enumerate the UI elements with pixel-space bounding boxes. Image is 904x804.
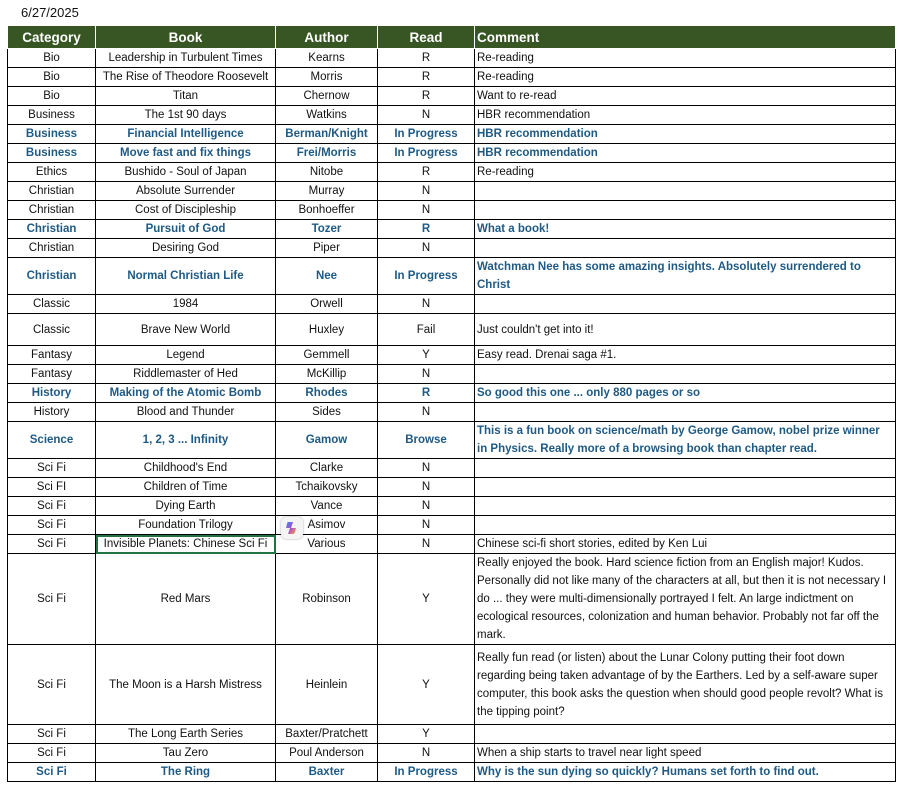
header-row [8, 26, 896, 49]
cell-author[interactable]: Orwell [276, 295, 378, 314]
table-row [8, 365, 896, 384]
cell-read[interactable]: N [378, 106, 475, 125]
cell-comment[interactable]: So good this one ... only 880 pages or so [475, 384, 896, 403]
cell-category[interactable]: Sci Fi [8, 554, 96, 645]
cell-author[interactable]: Tozer [276, 220, 378, 239]
cell-book[interactable]: 1, 2, 3 ... Infinity [96, 422, 276, 459]
cell-book[interactable]: 1984 [96, 295, 276, 314]
cell-read[interactable]: R [378, 220, 475, 239]
table-row [8, 516, 896, 535]
cell-read[interactable]: N [378, 365, 475, 384]
cell-book[interactable]: Normal Christian Life [96, 258, 276, 295]
cell-read[interactable]: R [378, 68, 475, 87]
header-comment[interactable]: Comment [475, 26, 896, 49]
cell-category[interactable]: Business [8, 125, 96, 144]
cell-comment[interactable] [475, 239, 896, 258]
cell-author[interactable]: Tchaikovsky [276, 478, 378, 497]
cell-book[interactable]: Making of the Atomic Bomb [96, 384, 276, 403]
cell-category[interactable]: Sci FI [8, 478, 96, 497]
cell-read[interactable]: In Progress [378, 125, 475, 144]
copilot-icon[interactable] [281, 517, 303, 539]
cell-author[interactable]: Baxter/Pratchett [276, 725, 378, 744]
cell-category[interactable]: Sci Fi [8, 763, 96, 782]
table-row [8, 314, 896, 346]
cell-author[interactable]: Berman/Knight [276, 125, 378, 144]
cell-read[interactable]: N [378, 535, 475, 554]
cell-read[interactable]: R [378, 163, 475, 182]
cell-book[interactable]: The Long Earth Series [96, 725, 276, 744]
cell-category[interactable]: Bio [8, 49, 96, 68]
cell-category[interactable]: Sci Fi [8, 645, 96, 725]
cell-category[interactable]: Fantasy [8, 346, 96, 365]
cell-read[interactable]: R [378, 87, 475, 106]
cell-comment[interactable] [475, 725, 896, 744]
cell-book[interactable]: Pursuit of God [96, 220, 276, 239]
cell-book[interactable]: Legend [96, 346, 276, 365]
table-row [8, 239, 896, 258]
cell-read[interactable]: N [378, 201, 475, 220]
header-author[interactable]: Author [276, 26, 378, 49]
cell-comment[interactable]: Re-reading [475, 68, 896, 87]
cell-category[interactable]: Bio [8, 68, 96, 87]
cell-category[interactable]: Sci Fi [8, 459, 96, 478]
table-row [8, 106, 896, 125]
table-row [8, 346, 896, 365]
cell-category[interactable]: Sci Fi [8, 744, 96, 763]
cell-author[interactable]: Chernow [276, 87, 378, 106]
table-row [8, 49, 896, 68]
cell-read[interactable]: Y [378, 645, 475, 725]
cell-read[interactable]: N [378, 459, 475, 478]
cell-book[interactable]: The Rise of Theodore Roosevelt [96, 68, 276, 87]
cell-read[interactable]: In Progress [378, 258, 475, 295]
cell-book[interactable]: Titan [96, 87, 276, 106]
cell-author[interactable]: Frei/Morris [276, 144, 378, 163]
table-row [8, 459, 896, 478]
cell-read[interactable]: N [378, 182, 475, 201]
cell-book[interactable]: Absolute Surrender [96, 182, 276, 201]
header-book[interactable]: Book [96, 26, 276, 49]
cell-comment[interactable]: Re-reading [475, 49, 896, 68]
cell-book[interactable]: Riddlemaster of Hed [96, 365, 276, 384]
cell-author[interactable]: Murray [276, 182, 378, 201]
cell-comment[interactable]: Chinese sci-fi short stories, edited by Ken Lui [475, 535, 896, 554]
cell-author[interactable]: Huxley [276, 314, 378, 346]
table-row [8, 497, 896, 516]
table-row [8, 182, 896, 201]
cell-read[interactable]: N [378, 239, 475, 258]
cell-comment[interactable]: HBR recommendation [475, 106, 896, 125]
cell-book[interactable]: The Ring [96, 763, 276, 782]
cell-book[interactable]: Foundation Trilogy [96, 516, 276, 535]
cell-comment[interactable]: Watchman Nee has some amazing insights. Absolutely surrendered to Christ [475, 258, 896, 295]
cell-category[interactable]: Christian [8, 182, 96, 201]
cell-book[interactable]: Dying Earth [96, 497, 276, 516]
cell-book[interactable]: The 1st 90 days [96, 106, 276, 125]
cell-author[interactable]: Watkins [276, 106, 378, 125]
table-row [8, 422, 896, 459]
cell-author[interactable]: Various [276, 535, 378, 554]
cell-author[interactable]: McKillip [276, 365, 378, 384]
cell-category[interactable]: History [8, 384, 96, 403]
cell-book[interactable]: Move fast and fix things [96, 144, 276, 163]
cell-comment[interactable]: Really fun read (or listen) about the Lunar Colony putting their foot down regarding being taken advantage of by the Earthers. Led by a self-aware super computer, this book asks the question when should good people revolt? What is the tipping point? [475, 645, 896, 725]
cell-category[interactable]: Business [8, 144, 96, 163]
table-row [8, 201, 896, 220]
header-category[interactable]: Category [8, 26, 96, 49]
cell-book[interactable]: Red Mars [96, 554, 276, 645]
cell-comment[interactable]: This is a fun book on science/math by George Gamow, nobel prize winner in Physics. Really more of a browsing book than chapter read. [475, 422, 896, 459]
cell-author[interactable]: Heinlein [276, 645, 378, 725]
cell-comment[interactable]: Just couldn't get into it! [475, 314, 896, 346]
cell-category[interactable]: Science [8, 422, 96, 459]
cell-book[interactable]: Tau Zero [96, 744, 276, 763]
cell-read[interactable]: Y [378, 346, 475, 365]
cell-comment[interactable] [475, 497, 896, 516]
cell-comment[interactable] [475, 365, 896, 384]
cell-read[interactable]: In Progress [378, 763, 475, 782]
cell-read[interactable]: N [378, 516, 475, 535]
cell-category[interactable]: Christian [8, 220, 96, 239]
cell-category[interactable]: Christian [8, 258, 96, 295]
cell-book[interactable]: Financial Intelligence [96, 125, 276, 144]
cell-comment[interactable] [475, 478, 896, 497]
cell-category[interactable]: Business [8, 106, 96, 125]
cell-book[interactable]: Bushido - Soul of Japan [96, 163, 276, 182]
table-row [8, 763, 896, 782]
cell-author[interactable]: Gamow [276, 422, 378, 459]
cell-read[interactable]: N [378, 295, 475, 314]
cell-author[interactable]: Clarke [276, 459, 378, 478]
cell-author[interactable]: Nitobe [276, 163, 378, 182]
cell-read[interactable]: N [378, 497, 475, 516]
cell-author[interactable]: Gemmell [276, 346, 378, 365]
cell-category[interactable]: Fantasy [8, 365, 96, 384]
cell-read[interactable]: Y [378, 554, 475, 645]
cell-author[interactable]: Asimov [276, 516, 378, 535]
cell-category[interactable]: Christian [8, 201, 96, 220]
cell-category[interactable]: Bio [8, 87, 96, 106]
cell-book[interactable]: Desiring God [96, 239, 276, 258]
cell-comment[interactable] [475, 295, 896, 314]
cell-book[interactable]: The Moon is a Harsh Mistress [96, 645, 276, 725]
table-row [8, 535, 896, 554]
cell-author[interactable]: Rhodes [276, 384, 378, 403]
cell-read[interactable]: Y [378, 725, 475, 744]
cell-category[interactable]: Sci Fi [8, 516, 96, 535]
cell-category[interactable]: Sci Fi [8, 535, 96, 554]
table-row [8, 384, 896, 403]
table-row [8, 478, 896, 497]
cell-author[interactable]: Bonhoeffer [276, 201, 378, 220]
cell-book-selected[interactable]: Invisible Planets: Chinese Sci Fi [96, 535, 276, 554]
cell-category[interactable]: Sci Fi [8, 497, 96, 516]
cell-author[interactable]: Nee [276, 258, 378, 295]
cell-book[interactable]: Leadership in Turbulent Times [96, 49, 276, 68]
cell-comment[interactable]: HBR recommendation [475, 125, 896, 144]
cell-author[interactable]: Poul Anderson [276, 744, 378, 763]
table-row [8, 403, 896, 422]
table-row [8, 725, 896, 744]
cell-author[interactable]: Piper [276, 239, 378, 258]
cell-comment[interactable]: Want to re-read [475, 87, 896, 106]
cell-read[interactable]: N [378, 744, 475, 763]
cell-book[interactable]: Cost of Discipleship [96, 201, 276, 220]
reading-list-table [7, 25, 896, 782]
cell-comment[interactable]: What a book! [475, 220, 896, 239]
cell-category[interactable]: Ethics [8, 163, 96, 182]
cell-author[interactable]: Sides [276, 403, 378, 422]
header-read[interactable]: Read [378, 26, 475, 49]
cell-author[interactable]: Morris [276, 68, 378, 87]
cell-comment[interactable] [475, 516, 896, 535]
cell-book[interactable]: Children of Time [96, 478, 276, 497]
cell-comment[interactable] [475, 182, 896, 201]
cell-comment[interactable]: Easy read. Drenai saga #1. [475, 346, 896, 365]
cell-category[interactable]: Christian [8, 239, 96, 258]
cell-category[interactable]: Classic [8, 314, 96, 346]
cell-comment[interactable]: Re-reading [475, 163, 896, 182]
cell-comment[interactable]: Really enjoyed the book. Hard science fiction from an English major! Kudos. Personally did not like many of the characters at all, but then it is not necessary I do ... they were multi-dimensionally portrayed I felt. An large indictment on ecological resources, colonization and human behavior. Probably not far off the mark. [475, 554, 896, 645]
date-label: 6/27/2025 [21, 5, 79, 20]
cell-book[interactable]: Brave New World [96, 314, 276, 346]
table-row [8, 68, 896, 87]
cell-read[interactable]: Fail [378, 314, 475, 346]
cell-read[interactable]: N [378, 403, 475, 422]
table-row [8, 554, 896, 645]
cell-comment[interactable]: HBR recommendation [475, 144, 896, 163]
table-row [8, 258, 896, 295]
table-row [8, 220, 896, 239]
cell-author[interactable]: Robinson [276, 554, 378, 645]
cell-book[interactable]: Blood and Thunder [96, 403, 276, 422]
cell-read[interactable]: N [378, 478, 475, 497]
cell-author[interactable]: Vance [276, 497, 378, 516]
cell-comment[interactable]: Why is the sun dying so quickly? Humans set forth to find out. [475, 763, 896, 782]
table-row [8, 295, 896, 314]
cell-book[interactable]: Childhood's End [96, 459, 276, 478]
table-row [8, 125, 896, 144]
cell-read[interactable]: In Progress [378, 144, 475, 163]
cell-read[interactable]: R [378, 384, 475, 403]
cell-comment[interactable] [475, 403, 896, 422]
table-row [8, 144, 896, 163]
cell-comment[interactable] [475, 201, 896, 220]
cell-comment[interactable]: When a ship starts to travel near light speed [475, 744, 896, 763]
cell-author[interactable]: Baxter [276, 763, 378, 782]
table-row [8, 163, 896, 182]
cell-read[interactable]: Browse [378, 422, 475, 459]
table-row [8, 87, 896, 106]
cell-read[interactable]: R [378, 49, 475, 68]
cell-category[interactable]: Sci Fi [8, 725, 96, 744]
cell-author[interactable]: Kearns [276, 49, 378, 68]
cell-comment[interactable] [475, 459, 896, 478]
table-row [8, 744, 896, 763]
cell-category[interactable]: History [8, 403, 96, 422]
cell-category[interactable]: Classic [8, 295, 96, 314]
table-row [8, 645, 896, 725]
